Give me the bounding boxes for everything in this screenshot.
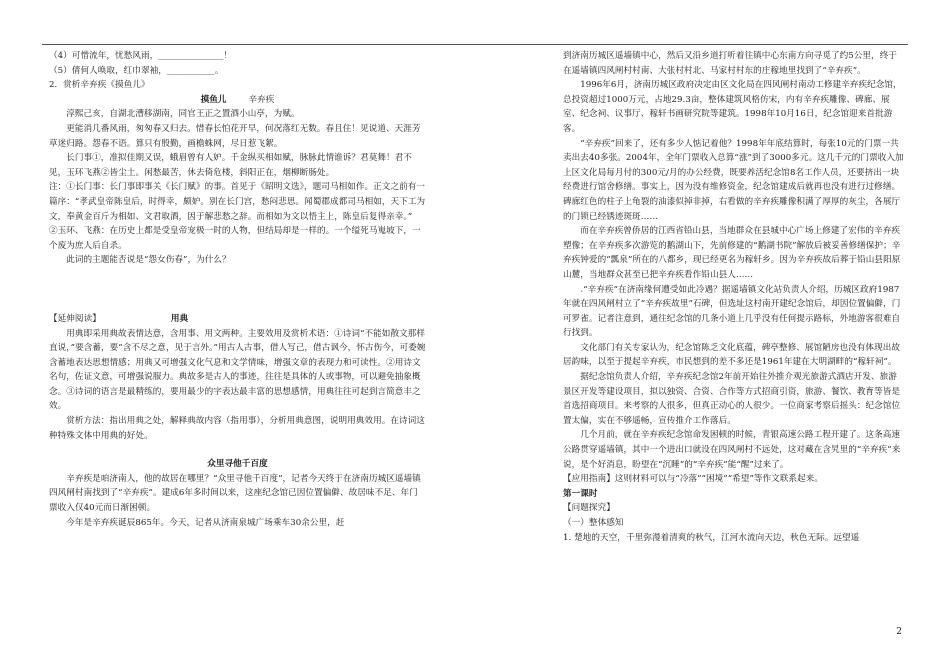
story-paragraph-4: 1996年6月，济南历城区政府决定由区文化局在四风闸村南动工修建辛弃疾纪念馆，总投资超过1000万元，占地29.3亩，整体建筑风格仿宋，内有辛弃疾雕像、碑廊、展室、纪念祠、议事厅、稼轩书画研究院等建筑。1998年10月16日，纪念馆迎来首批游客。 xyxy=(563,80,902,134)
poem-title: 摸鱼儿 xyxy=(200,94,227,105)
lesson-heading: 第一课时 xyxy=(563,488,598,499)
story-paragraph-8: 文化部门有关专家认为，纪念馆陈乏文化底蕴，碑亭整修、展馆陋房也没有体现出故居韵味，以至于提起辛弃疾，市民想到的差不多还是1961年建在大明湖畔的“稼轩祠”。 xyxy=(563,342,901,368)
poem-question: 此词的主题能否说是“怨女伤春”，为什么？ xyxy=(66,255,231,266)
poem-stanza-1: 更能消几番风雨，匆匆春又归去。惜春长怕花开早，何况落红无数。春且住！见说道、天涯芳草迷归路。怨春不语。算只有殷勤，画檐蛛网，尽日惹飞絮。 xyxy=(49,123,421,149)
story-paragraph-3: 到济南历城区遥墙镇中心，然后又沿乡道打听着往镇中心东南方向寻觅了约5公里，终于在遥墙镇四风闸村村南、大张村村北、马家村村东的庄稼地里找到了“辛弃疾”。 xyxy=(563,51,897,76)
story-paragraph-7: .“辛弃疾”在济南缘何遭受如此冷遇？据遥墙镇文化站负责人介绍，历城区政府1987年就在四风闸村立了“辛弃疾故里”石碑，但选址这村南开建纪念馆后，却因位置偏僻，门可罗雀。记者注意到，通往纪念馆的几条小道上几乎没有任何提示路标，外地游客很难自行找到。 xyxy=(563,284,901,339)
item-1: 1. 楚地的天空，千里弥漫着清爽的秋气，江河水流向天边，秋色无际。远望遥 xyxy=(563,532,860,543)
poem-stanza-2: 长门事①，准拟佳期又误，蛾眉曾有人妒。千金纵买相如赋，脉脉此情谁诉？君莫舞！君不见，玉环飞燕②皆尘土。闲愁最苦，休去倚危楼，斜阳正在，烟柳断肠处。 xyxy=(49,153,412,178)
application-guide: 【应用指南】这则材料可以与“冷落”“困境”“希望”等作文联系起来。 xyxy=(563,474,824,485)
extended-reading-heading xyxy=(49,312,426,327)
question-4: （4）可惜流年，忧愁风雨，_______________！ xyxy=(49,51,233,61)
poem-preface: 淳熙己亥，自湖北漕移湖南，同官王正之置酒小山亭，为赋。 xyxy=(66,109,300,120)
left-column xyxy=(49,49,426,530)
poem-author: 辛弃疾 xyxy=(248,94,275,105)
inquiry-heading: 【问题探究】 xyxy=(563,503,615,514)
answer-space xyxy=(49,268,426,312)
overall-perception-heading: （一）整体感知 xyxy=(563,518,624,528)
right-column xyxy=(563,49,905,545)
header-rule xyxy=(42,44,908,45)
story-paragraph-2: 今年是辛弃疾诞辰865年。今天，记者从济南泉城广场乘车30余公里，赶 xyxy=(66,517,345,528)
extended-reading-label: 【延伸阅读】 xyxy=(49,313,101,324)
story-paragraph-1: 辛弃疾是咱济南人，他的故居在哪里？“众里寻他千百度”，记者今天终于在济南历城区遥墙镇四风闸村南找到了“辛弃疾”。建成6年多时间以来，这座纪念馆已因位置偏僻、故居味不足、年门票收入仅40元而日渐困顿。 xyxy=(49,473,421,514)
poem-note-2: ②玉环、飞燕：在历史上都是受皇帝宠极一时的人物，但结局却是一样的。一个缢死马嵬坡下，一个废为庶人后自杀。 xyxy=(49,226,421,251)
poem-heading xyxy=(49,93,426,108)
story-paragraph-6: 而在辛弃疾曾侨居的江西省铅山县，当地群众在县城中心广场上修建了宏伟的辛弃疾塑像；在辛弃疾多次游览的鹅湖山下，先前修建的“鹅湖书院”解放后被妥善修缮保护；辛弃疾钟爱的“瓢泉”所在的八都乡，现已经更名为稼轩乡。因为辛弃疾故后葬于铅山县阳原山麓，当地群众甚至已把辛弃疾看作铅山县人…… xyxy=(563,226,901,280)
page-number: 2 xyxy=(896,627,902,637)
story-paragraph-10: 几个月前，就在辛弃疾纪念馆命发困顿的时候，青银高速公路工程开建了。这条高速公路贯穿遥墙镇，其中一个进出口就设在四风闸村不远处，这对藏在含旯里的“辛弃疾”来说，是个好消息，盼望在“沉睡”的“辛弃疾”能“醒”过来了。 xyxy=(563,430,901,470)
question-5: （5）倩何人唤取，红巾翠袖，___________。 xyxy=(49,65,224,76)
highlight-dot: . xyxy=(580,284,584,295)
story-paragraph-9: 据纪念馆负责人介绍，辛弃疾纪念馆2年前开始往外推介观光旅游式酒店开发、旅游景区开发等建设项目，拟以独资、合资、合作等方式招商引资，旅游、餐饮、教育等皆是首选招商项目。来考察的人很多，但真正动心的人很少。一位商家考察后摇头：纪念馆位置太偏，实在不够遥畅，宣传推介工作落后。 xyxy=(563,372,901,426)
story-paragraph-5: “辛弃疾”回来了，还有多少人惦记着他？1998年年底结算时，每张10元的门票一共卖出去40多张。2004年，全年门票收入总算“涨”到了3000多元。这几千元的门票收入加上区文化局每月付的300元/月的办公经费，既要养活纪念馆8名工作人员，还要挤出一块经费进行馆舍修缮。事实上，因为没有维修资金，纪念馆建成后就再也没有进行过修缮。碑廊红色的柱子上龟裂的油漆似掉非掉，右看做的辛弃疾雕像积满了厚厚的灰尘，各展厅的门锁已经锈迹斑斑…… xyxy=(563,138,904,222)
allusion-paragraph-2: 赏析方法：指出用典之处，解释典故内容（指用事），分析用典意图，说明用典效用。在诗词这种特殊文体中用典的好处。 xyxy=(49,416,425,441)
extended-reading-title: 用典 xyxy=(170,313,189,324)
task-2-heading: 2．赏析辛弃疾《摸鱼儿》 xyxy=(49,80,150,91)
story-title: 众里寻他千百度 xyxy=(207,459,268,470)
poem-note-1: 注：①长门事：长门事即事关《长门赋》的事。首见于《昭明文选》，题司马相如作。正文之前有一篇序：“孝武皇帝陈皇后，时得幸，颇妒。别在长门宫，愁闷悲思。闻蜀郡成都司马相如，天下工为文，奉黄金百斤为相如、文君取酒，因于解悲愁之辞。而相如为文以悟主上，陈皇后复得亲幸。” xyxy=(49,182,426,222)
allusion-paragraph-1: 用典即采用典故表情达意，含用事、用文两种。主要效用及赏析术语：①诗词“不能如散文那样直说，”要含蓄，要“含不尽之意，见于言外。”用古人古事，借人写己，借古讽今，怀古伤今，可委婉含蓄地表达思想情感；用典又可增强文化气息和文学情味，增强文章的表现力和可读性。②用诗文名句，佐证文意，可增强说服力。典故多是古人的事迹，往往是具体的人或事物，可以避免抽象概念。③诗词的语言是最精练的，要用最少的字表达最丰富的思想感情，用典往往可起到言简意丰之效。 xyxy=(49,328,426,412)
